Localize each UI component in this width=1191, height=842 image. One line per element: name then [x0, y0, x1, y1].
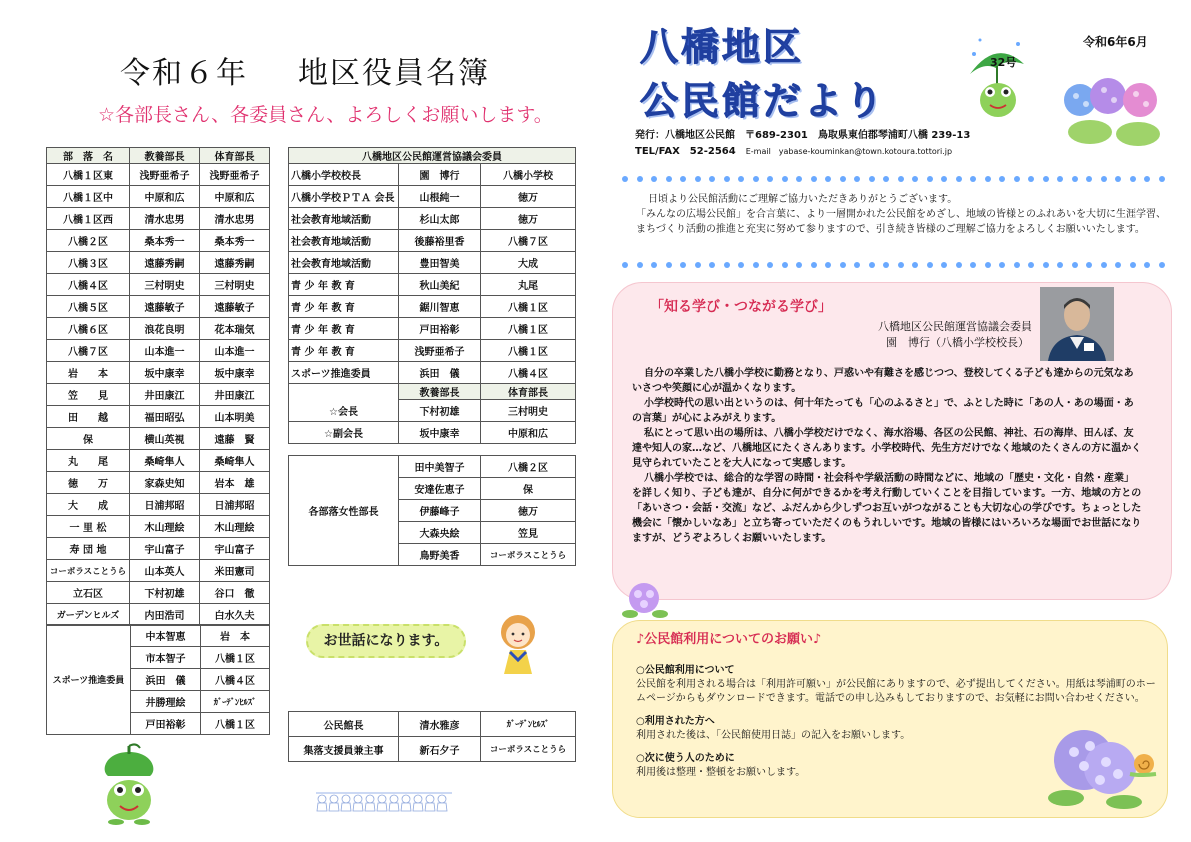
divider-dot: [811, 176, 817, 182]
cell: 中本智恵: [131, 625, 201, 647]
cell: 井勝理絵: [131, 691, 201, 713]
divider-dot: [985, 176, 991, 182]
divider-dot: [869, 176, 875, 182]
cell: ガーデンヒルズ: [47, 604, 130, 626]
divider-dot: [941, 176, 947, 182]
cell: 花本瑞気: [200, 318, 270, 340]
table-row: [47, 296, 270, 318]
cell: 保: [481, 478, 576, 500]
divider-dot: [898, 262, 904, 268]
table-row: [289, 252, 576, 274]
dotted-divider-top: [622, 176, 1170, 186]
divider-dot: [883, 262, 889, 268]
divider-dot: [695, 176, 701, 182]
cell: 浅野亜希子: [399, 340, 481, 362]
table-row: [47, 252, 270, 274]
divider-dot: [1144, 262, 1150, 268]
title-year: 令和６年: [120, 56, 248, 91]
cell: 一 里 松: [47, 516, 130, 538]
divider-dot: [695, 262, 701, 268]
table-row: [289, 456, 576, 478]
table-row: [47, 472, 270, 494]
cell: 岩 本: [47, 362, 130, 384]
col-header: 部 落 名: [47, 148, 130, 164]
divider-dot: [709, 262, 715, 268]
cell: 坂中康幸: [200, 362, 270, 384]
cell: 岩 本: [201, 625, 270, 647]
cell: 横山英視: [130, 428, 200, 450]
table-row: [47, 164, 270, 186]
cell: 丸尾: [481, 274, 576, 296]
council-table-title: 八橋地区公民館運営協議会委員: [289, 148, 576, 164]
notice-body: 利用された後は、「公民館使用日誌」の記入をお願いします。: [636, 730, 911, 741]
cell: 清水忠男: [200, 208, 270, 230]
cell: 浜田 儀: [131, 669, 201, 691]
cell: 日浦邦昭: [200, 494, 270, 516]
divider-dot: [1101, 262, 1107, 268]
cell: 三村明史: [130, 274, 200, 296]
cell: 徳万: [481, 208, 576, 230]
cell: 集落支援員兼主事: [289, 737, 399, 762]
table-row: [289, 164, 576, 186]
cell: 遠藤 賢: [200, 428, 270, 450]
hydrangea-snail-icon: [1040, 716, 1164, 812]
cell: 寿 団 地: [47, 538, 130, 560]
cell: 清水忠男: [130, 208, 200, 230]
cell: 遠藤秀嗣: [200, 252, 270, 274]
cell: 市本智子: [131, 647, 201, 669]
article-paragraph: 八橋小学校では、総合的な学習の時間・社会科や学級活動の時間などに、地域の「歴史・文化・自然・産業」を詳しく知り、子ども達が、自分に何ができるかを考え行動していくことを目指しています。一方、地域の方との「あいさつ・会話・交流」など、ふだんから少しずつお互いがつながることも大切な心の学びです。ちょっとした機会に「懐かしいなあ」と立ち寄っていただくのもうれしいです。地域の皆様にはいろいろな場面でお世話になりますが、どうぞよろしくお願いいたします。: [632, 473, 1142, 544]
divider-dot: [738, 176, 744, 182]
cell: スポーツ推進委員: [289, 362, 399, 384]
cell: 遠藤秀嗣: [130, 252, 200, 274]
cell: 内田浩司: [130, 604, 200, 626]
cell: コーポラスことうら: [47, 560, 130, 582]
cell: 八橋２区: [47, 230, 130, 252]
table-row: [47, 604, 270, 626]
cell: 桑崎隼人: [130, 450, 200, 472]
table-row: [289, 230, 576, 252]
divider-dot: [840, 262, 846, 268]
divider-dot: [1043, 262, 1049, 268]
divider-dot: [956, 176, 962, 182]
logo-line1: 八橋地区: [640, 25, 805, 69]
table-row: [47, 494, 270, 516]
cell: 戸田裕彰: [131, 713, 201, 735]
cell: 浅野亜希子: [200, 164, 270, 186]
table-row: [289, 318, 576, 340]
cell: 秋山美紀: [399, 274, 481, 296]
logo-line2: 公民館だより: [640, 79, 887, 123]
cell: 井田康江: [200, 384, 270, 406]
cell: 八橋７区: [47, 340, 130, 362]
cell: 鋸川智恵: [399, 296, 481, 318]
cell: 青 少 年 教 育: [289, 296, 399, 318]
contact-info: [635, 128, 970, 160]
cell: 社会教育地域活動: [289, 252, 399, 274]
cell: 八橋３区: [47, 252, 130, 274]
cell: 戸田裕彰: [399, 318, 481, 340]
divider-dot: [1159, 262, 1165, 268]
cell: 田 越: [47, 406, 130, 428]
table-row: [47, 186, 270, 208]
divider-dot: [1086, 262, 1092, 268]
girl-illustration-icon: [492, 612, 544, 674]
divider-dot: [651, 176, 657, 182]
cell: 大森央絵: [399, 522, 481, 544]
notice-title: ♪公民館利用についてのお願い♪: [636, 632, 822, 647]
cell: 笠見: [481, 522, 576, 544]
divider-dot: [651, 262, 657, 268]
cell: 宇山富子: [200, 538, 270, 560]
table-row: [47, 208, 270, 230]
notice-heading: ○次に使う人のために: [636, 753, 735, 764]
cell: 中原和広: [130, 186, 200, 208]
table-row: [47, 362, 270, 384]
table-row: [47, 538, 270, 560]
divider-dot: [1014, 176, 1020, 182]
issue-number: 32号: [990, 56, 1017, 69]
cell: 八橋小学校: [481, 164, 576, 186]
cell: 桑崎隼人: [200, 450, 270, 472]
cell: 八橋１区: [481, 340, 576, 362]
cell: 八橋１区東: [47, 164, 130, 186]
cell: 徳万: [481, 500, 576, 522]
cell: 伊藤峰子: [399, 500, 481, 522]
cell: 鳥野美香: [399, 544, 481, 566]
divider-dot: [622, 262, 628, 268]
cell: 坂中康幸: [130, 362, 200, 384]
col-header: 体育部長: [481, 384, 576, 400]
cell: 下村初雄: [399, 400, 481, 422]
divider-dot: [1144, 176, 1150, 182]
cell: 豊田智美: [399, 252, 481, 274]
subtitle: ☆各部長さん、各委員さん、よろしくお願いします。: [98, 104, 553, 126]
table-row: [289, 340, 576, 362]
cell: 八橋１区: [481, 318, 576, 340]
cell: 八橋１区: [481, 296, 576, 318]
table-row: [47, 274, 270, 296]
divider-dot: [724, 262, 730, 268]
cell: 下村初雄: [130, 582, 200, 604]
divider-dot: [738, 262, 744, 268]
cell: 家森史知: [130, 472, 200, 494]
cell: 青 少 年 教 育: [289, 274, 399, 296]
cell: ☆会長: [289, 400, 399, 422]
article-paragraph: 小学校時代の思い出というのは、何十年たっても「心のふるさと」で、ふとした時に「あの人・あの場面・あの言葉」が心によみがえります。: [632, 398, 1134, 424]
table-row: [289, 400, 576, 422]
divider-dot: [767, 176, 773, 182]
divider-dot: [680, 176, 686, 182]
cell: 八橋４区: [47, 274, 130, 296]
cell: 岩本 雄: [200, 472, 270, 494]
cell: コーポラスことうら: [481, 737, 576, 762]
notice-item: [636, 664, 1156, 706]
cell: 坂中康幸: [399, 422, 481, 444]
intro-text: [636, 192, 1166, 237]
cell: 八橋１区西: [47, 208, 130, 230]
table-row: [289, 296, 576, 318]
cell: 中原和広: [200, 186, 270, 208]
notice-body: 公民館を利用される場合は「利用許可願い」が公民館にありますので、必ず提出してください。用紙は琴浦町のホームページからもダウンロードできます。電話での申し込みもしておりますので、お気軽にお問い合わせください。: [636, 679, 1156, 704]
divider-dot: [1115, 176, 1121, 182]
divider-dot: [825, 262, 831, 268]
divider-dot: [970, 176, 976, 182]
cell: 八橋４区: [481, 362, 576, 384]
cell: 米田憲司: [200, 560, 270, 582]
sports-committee-table: [46, 624, 270, 735]
cell: 三村明史: [200, 274, 270, 296]
cell: 丸 尾: [47, 450, 130, 472]
divider-dot: [1130, 176, 1136, 182]
cell: 新石夕子: [399, 737, 481, 762]
divider-dot: [840, 176, 846, 182]
cell: 社会教育地域活動: [289, 208, 399, 230]
notice-heading: ○利用された方へ: [636, 716, 715, 727]
divider-dot: [970, 262, 976, 268]
divider-dot: [709, 176, 715, 182]
col-header: 教養部長: [399, 384, 481, 400]
divider-dot: [767, 262, 773, 268]
table-row: [289, 422, 576, 444]
cell: 青 少 年 教 育: [289, 318, 399, 340]
article-author-role: 八橋地区公民館運営協議会委員: [878, 320, 1032, 333]
cell: 青 少 年 教 育: [289, 340, 399, 362]
teruteru-row-icon: [316, 790, 452, 814]
divider-dot: [666, 176, 672, 182]
women-table-label: 各部落女性部長: [289, 456, 399, 566]
cell: 八橋５区: [47, 296, 130, 318]
table-row: [289, 737, 576, 762]
cell: 八橋小学校校長: [289, 164, 399, 186]
cell: 遠藤敏子: [130, 296, 200, 318]
divider-dot: [1057, 176, 1063, 182]
cell: 大 成: [47, 494, 130, 516]
cell: 八橋４区: [201, 669, 270, 691]
cell: 三村明史: [481, 400, 576, 422]
hall-staff-table: [288, 711, 576, 762]
article-body: [632, 366, 1142, 546]
cell: 浅野亜希子: [130, 164, 200, 186]
cell: 山本進一: [200, 340, 270, 362]
table-row: [47, 384, 270, 406]
table-row: [47, 406, 270, 428]
cell: 立石区: [47, 582, 130, 604]
divider-dot: [1086, 176, 1092, 182]
divider-dot: [1072, 176, 1078, 182]
cell: 杉山太郎: [399, 208, 481, 230]
cell: 井田康江: [130, 384, 200, 406]
divider-dot: [782, 262, 788, 268]
frog-mascot-icon: [96, 742, 162, 826]
article-title: 「知る学び・つながる学び」: [650, 299, 832, 315]
table-row: [47, 318, 270, 340]
divider-dot: [927, 262, 933, 268]
divider-dot: [1028, 262, 1034, 268]
cell: 桑本秀一: [200, 230, 270, 252]
intro-paragraph: 「みんなの広場公民館」を合言葉に、より一層開かれた公民館をめざし、地域の皆様とのふれあいを大切に生涯学習、まちづくり活動の推進と充実に努めて参りますので、引き続き皆様のご理解ご協力をよろしくお願いいたします。: [636, 209, 1166, 235]
divider-dot: [883, 176, 889, 182]
divider-dot: [753, 262, 759, 268]
cell: 桑本秀一: [130, 230, 200, 252]
cell: 日浦邦昭: [130, 494, 200, 516]
divider-dot: [912, 262, 918, 268]
council-members-table: [288, 147, 576, 444]
cell: 白水久夫: [200, 604, 270, 626]
contact-tel: TEL/FAX 52-2564: [635, 146, 736, 157]
article-author-name: 園 博行（八橋小学校校長）: [886, 336, 1029, 349]
page-title: [120, 48, 490, 92]
cell: 保: [47, 428, 130, 450]
divider-dot: [999, 262, 1005, 268]
table-row: [289, 362, 576, 384]
divider-dot: [1014, 262, 1020, 268]
divider-dot: [912, 176, 918, 182]
cell: 公民館長: [289, 712, 399, 737]
divider-dot: [941, 262, 947, 268]
divider-dot: [753, 176, 759, 182]
notice-body: 利用後は整理・整頓をお願いします。: [636, 767, 806, 778]
cell: 谷口 徹: [200, 582, 270, 604]
cell: 浪花良明: [130, 318, 200, 340]
frog-umbrella-icon: [966, 34, 1026, 122]
hydrangea-icon: [1060, 70, 1170, 152]
newsletter-logo: [640, 20, 886, 128]
divider-dot: [637, 262, 643, 268]
cell: コーポラスことうら: [481, 544, 576, 566]
table-row: [47, 340, 270, 362]
author-photo: [1040, 287, 1114, 361]
table-row: [289, 274, 576, 296]
divider-dot: [724, 176, 730, 182]
table-row: [47, 516, 270, 538]
divider-dot: [869, 262, 875, 268]
article-paragraph: 自分の卒業した八橋小学校に勤務となり、戸惑いや有難さを感じつつ、登校してくる子ども達からの元気なあいさつや笑顔に心が温かくなります。: [632, 368, 1134, 394]
dotted-divider-bottom: [622, 262, 1170, 272]
divider-dot: [782, 176, 788, 182]
cell: 八橋２区: [481, 456, 576, 478]
cell: 社会教育地域活動: [289, 230, 399, 252]
cell: 安達佐恵子: [399, 478, 481, 500]
divider-dot: [796, 176, 802, 182]
col-header: 教養部長: [130, 148, 200, 164]
divider-dot: [1101, 176, 1107, 182]
divider-dot: [956, 262, 962, 268]
issue-date: 令和6年6月: [1083, 35, 1148, 49]
table-row: [47, 582, 270, 604]
title-main: 地区役員名簿: [298, 56, 490, 91]
cell: 山本英人: [130, 560, 200, 582]
sports-table-label: スポーツ推進委員: [47, 625, 131, 735]
cell: 山本進一: [130, 340, 200, 362]
cell: 八橋１区: [201, 647, 270, 669]
cell: 山本明美: [200, 406, 270, 428]
cell: 園 博行: [399, 164, 481, 186]
cell: 木山理絵: [130, 516, 200, 538]
table-row: [47, 560, 270, 582]
thanks-label: お世話になります。: [306, 624, 466, 658]
divider-dot: [811, 262, 817, 268]
table-row: [289, 208, 576, 230]
divider-dot: [999, 176, 1005, 182]
women-leaders-table: [288, 455, 576, 566]
cell: 大成: [481, 252, 576, 274]
cell: 中原和広: [481, 422, 576, 444]
divider-dot: [854, 262, 860, 268]
cell: 木山理絵: [200, 516, 270, 538]
cell: 遠藤敏子: [200, 296, 270, 318]
divider-dot: [1043, 176, 1049, 182]
cell: 徳 万: [47, 472, 130, 494]
divider-dot: [1028, 176, 1034, 182]
divider-dot: [1057, 262, 1063, 268]
author-portrait-icon: [1040, 287, 1114, 361]
divider-dot: [927, 176, 933, 182]
table-row: [47, 428, 270, 450]
divider-dot: [1115, 262, 1121, 268]
cell: 浜田 儀: [399, 362, 481, 384]
table-row: [47, 625, 270, 647]
cell: 宇山富子: [130, 538, 200, 560]
cell: 田中美智子: [399, 456, 481, 478]
cell: 徳万: [481, 186, 576, 208]
divider-dot: [1072, 262, 1078, 268]
intro-paragraph: 日頃より公民館活動にご理解ご協力いただきありがとうございます。: [648, 194, 958, 205]
table-row: [47, 450, 270, 472]
cell: 八橋１区: [201, 713, 270, 735]
divider-dot: [854, 176, 860, 182]
divider-dot: [898, 176, 904, 182]
table-row: [289, 186, 576, 208]
cell: 八橋６区: [47, 318, 130, 340]
cell: 八橋小学校ＰＴＡ 会長: [289, 186, 399, 208]
cell: 後藤裕里香: [399, 230, 481, 252]
cell: 福田昭弘: [130, 406, 200, 428]
cell: 八橋７区: [481, 230, 576, 252]
divider-dot: [637, 176, 643, 182]
cell: ☆副会長: [289, 422, 399, 444]
divider-dot: [666, 262, 672, 268]
divider-dot: [1159, 176, 1165, 182]
divider-dot: [825, 176, 831, 182]
table-row: [289, 712, 576, 737]
cell: 八橋１区中: [47, 186, 130, 208]
divider-dot: [680, 262, 686, 268]
table-row: [47, 230, 270, 252]
small-hydrangea-icon: [622, 580, 668, 620]
cell: 清水雅彦: [399, 712, 481, 737]
cell: 山根純一: [399, 186, 481, 208]
divider-dot: [985, 262, 991, 268]
divider-dot: [796, 262, 802, 268]
cell: 笠 見: [47, 384, 130, 406]
contact-email: E-mail yabase-kouminkan@town.kotoura.tottori.jp: [745, 147, 953, 156]
article-paragraph: 私にとって思い出の場所は、八橋小学校だけでなく、海水浴場、各区の公民館、神社、石の海岸、田んぼ、友達や知人の家…など、八橋地区にたくさんあります。小学校時代、先生方だけでなく地域のたくさんの方に温かく見守られていたことを大人になって実感します。: [632, 428, 1142, 469]
cell: ｶﾞｰﾃﾞﾝﾋﾙｽﾞ: [201, 691, 270, 713]
divider-dot: [1130, 262, 1136, 268]
district-officers-table: [46, 147, 270, 626]
cell: ｶﾞｰﾃﾞﾝﾋﾙｽﾞ: [481, 712, 576, 737]
col-header: 体育部長: [200, 148, 270, 164]
divider-dot: [622, 176, 628, 182]
contact-address: 発行：八橋地区公民館 〒689-2301 鳥取県東伯郡琴浦町八橋 239-13: [635, 130, 971, 141]
notice-heading: ○公民館利用について: [636, 665, 735, 676]
